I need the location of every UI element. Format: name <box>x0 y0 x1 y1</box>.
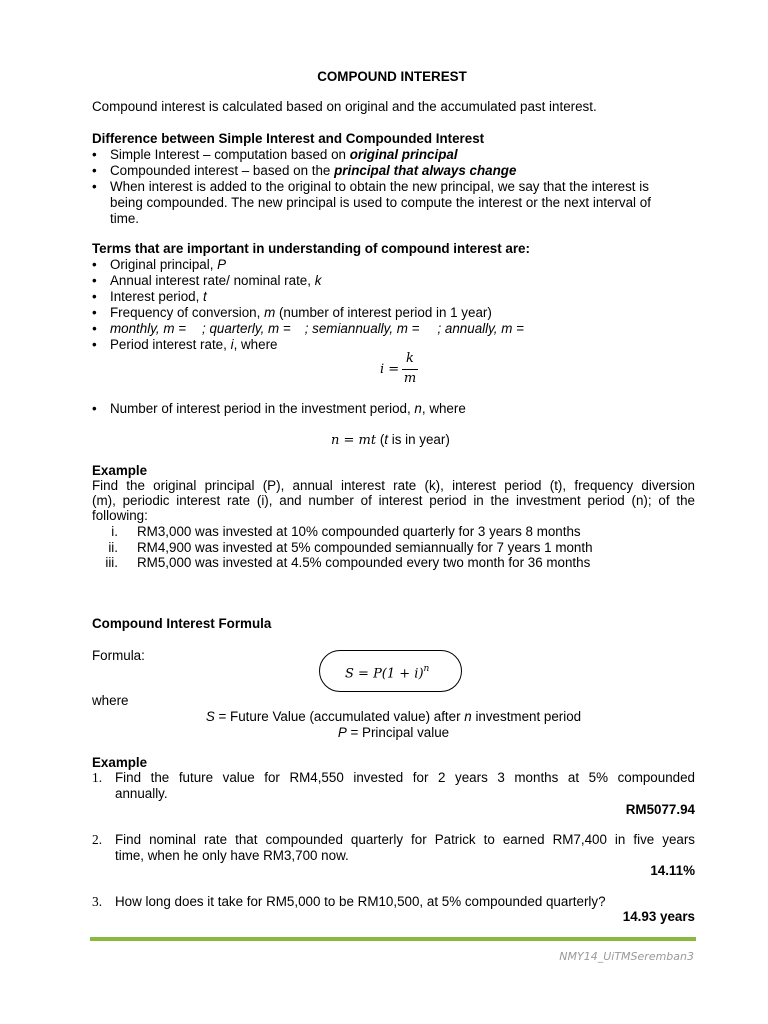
question1-answer: RM5077.94 <box>625 802 695 817</box>
question2-answer: 14.11% <box>650 863 695 878</box>
term-nominal-rate: • Annual interest rate/ nominal rate, k <box>92 273 695 289</box>
difference-bullet-compound: • Compounded interest – based on the principal that always change <box>92 163 695 179</box>
formula-i-denominator: m <box>403 371 417 386</box>
term-frequency-values: • monthly, m = ; quarterly, m = ; semiannually, m = ; annually, m = <box>92 321 695 337</box>
example2-heading: Example <box>92 755 148 770</box>
example1-item-num: ii. <box>108 540 118 555</box>
example1-item-num: iii. <box>105 555 118 570</box>
formula-i-numerator: k <box>406 351 414 366</box>
definition-future-value: S = Future Value (accumulated value) after n investment period <box>205 709 582 724</box>
term-period-rate: • Period interest rate, i, where <box>92 337 695 353</box>
question2-number: 2. <box>92 832 103 847</box>
term-number-of-periods: • Number of interest period in the investment period, n, where <box>92 401 695 417</box>
definition-principal: P = Principal value <box>337 725 450 740</box>
question1-line1: Find the future value for RM4,550 invested for 2 years 3 months at 5% compounded <box>115 770 695 785</box>
question3-line1: How long does it take for RM5,000 to be RM10,500, at 5% compounded quarterly? <box>115 894 606 909</box>
example1-line1: Find the original principal (P), annual interest rate (k), interest period (t), frequency diversion <box>92 478 695 493</box>
terms-heading: Terms that are important in understanding of compound interest are: <box>92 241 530 256</box>
example1-heading: Example <box>92 463 148 478</box>
footer-text: NMY14_UiTMSeremban3 <box>559 950 694 963</box>
question1-line2: annually. <box>115 786 168 801</box>
term-frequency: • Frequency of conversion, m (number of interest period in 1 year) <box>92 305 695 321</box>
where-label: where <box>92 693 129 708</box>
question3-number: 3. <box>92 894 103 909</box>
example1-line3: following: <box>92 508 148 523</box>
fraction-bar <box>402 369 418 370</box>
question1-number: 1. <box>92 770 103 785</box>
difference-heading: Difference between Simple Interest and Compounded Interest <box>92 131 485 146</box>
compound-formula: $S = P(1 + i)^n$ <box>345 664 430 682</box>
intro-paragraph: Compound interest is calculated based on original and the accumulated past interest. <box>92 99 597 114</box>
example1-item: RM3,000 was invested at 10% compounded quarterly for 3 years 8 months <box>137 524 581 539</box>
question2-line1: Find nominal rate that compounded quarterly for Patrick to earned RM7,400 in five years <box>115 832 695 847</box>
formula-i-lhs: i = <box>380 362 400 377</box>
difference-bullet-simple: • Simple Interest – computation based on original principal <box>92 147 695 163</box>
formula-label: Formula: <box>92 648 145 663</box>
difference-bullet-compounding: • When interest is added to the original to obtain the new principal, we say that the interest is being compounded. The new principal is used to compute the interest or the next interval of time. <box>92 179 695 226</box>
formula-section-heading: Compound Interest Formula <box>92 616 272 631</box>
formula-n: n = mt (t is in year) <box>331 432 450 448</box>
example1-item-num: i. <box>111 524 118 539</box>
footer-rule <box>90 937 696 941</box>
term-principal: • Original principal, P <box>92 257 695 273</box>
question3-answer: 14.93 years <box>622 909 695 924</box>
example1-item: RM4,900 was invested at 5% compounded semiannually for 7 years 1 month <box>137 540 593 555</box>
question2-line2: time, when he only have RM3,700 now. <box>115 848 349 863</box>
example1-line2: (m), periodic interest rate (i), and number of interest period in the investment period (n); of the <box>92 493 695 508</box>
page-title: COMPOUND INTEREST <box>317 69 467 84</box>
example1-item: RM5,000 was invested at 4.5% compounded every two month for 36 months <box>137 555 591 570</box>
term-interest-period: • Interest period, t <box>92 289 695 305</box>
